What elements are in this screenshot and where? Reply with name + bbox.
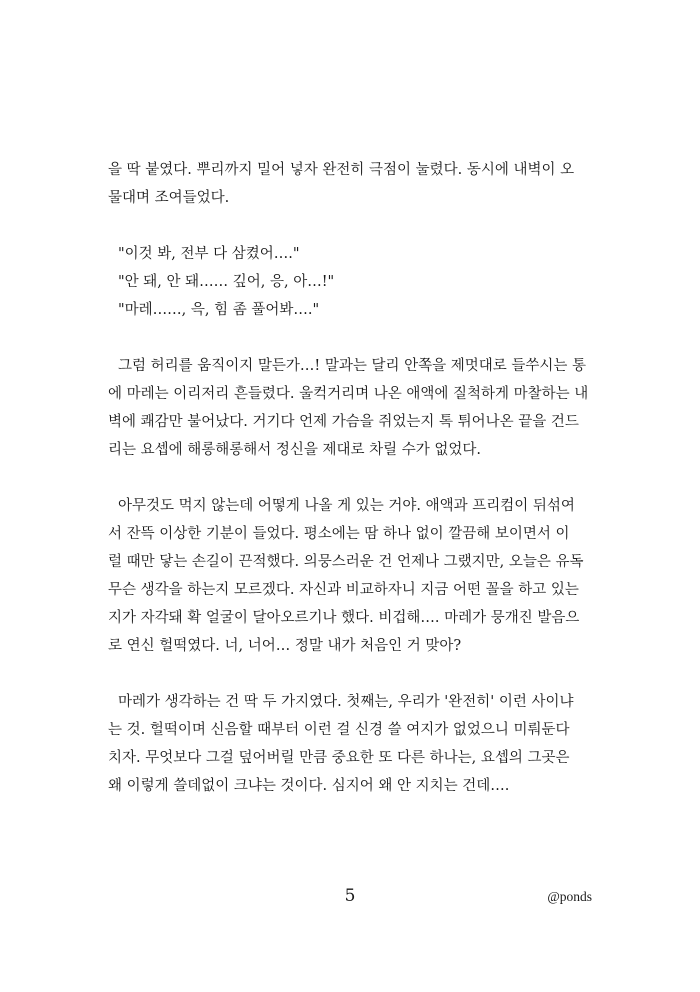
text-line: 그럼 허리를 움직이지 말든가…! 말과는 달리 안쪽을 제멋대로 들쑤시는 통 (118, 358, 587, 374)
paragraph-gap (108, 464, 592, 492)
body-text (108, 156, 592, 800)
dialog-line: "마레……, 윽, 힘 좀 풀어봐…." (118, 302, 320, 318)
text-line: 왜 이렇게 쓸데없이 크냐는 것이다. 심지어 왜 안 지치는 건데…. (108, 778, 510, 794)
text-line: 을 딱 붙였다. 뿌리까지 밀어 넣자 완전히 극점이 눌렸다. 동시에 내벽이 오 (108, 162, 575, 178)
text-line: 무슨 생각을 하는지 모르겠다. 자신과 비교하자니 지금 어떤 꼴을 하고 있는 (108, 582, 579, 598)
text-line: 물대며 조여들었다. (108, 190, 230, 206)
text-line: 는 것. 헐떡이며 신음할 때부터 이런 걸 신경 쓸 여지가 없었으니 미뤄둔다 (108, 722, 570, 738)
text-line: 치자. 무엇보다 그걸 덮어버릴 만큼 중요한 또 다른 하나는, 요셉의 그곳은 (108, 750, 570, 766)
text-line: 럴 때만 닿는 손길이 끈적했다. 의뭉스러운 건 언제나 그랬지만, 오늘은 유독 (108, 554, 584, 570)
text-line: 리는 요셉에 해롱해롱해서 정신을 제대로 차릴 수가 없었다. (108, 442, 482, 458)
text-line: 서 잔뜩 이상한 기분이 들었다. 평소에는 땀 하나 없이 깔끔해 보이면서 이 (108, 526, 570, 542)
paragraph-1 (108, 156, 592, 212)
dialog-line: "이것 봐, 전부 다 삼켰어…." (118, 246, 300, 262)
paragraph-gap (108, 660, 592, 688)
paragraph-gap (108, 324, 592, 352)
text-line: 아무것도 먹지 않는데 어떻게 나올 게 있는 거야. 애액과 프리컴이 뒤섞여 (118, 498, 575, 514)
paragraph-5 (108, 688, 592, 800)
dialog-line: "안 돼, 안 돼…… 깊어, 응, 아…!" (118, 274, 335, 290)
dialog-block (108, 240, 592, 324)
text-line: 벽에 쾌감만 불어났다. 거기다 언제 가슴을 쥐었는지 톡 튀어나온 끝을 건드 (108, 414, 579, 430)
page-number: 5 (344, 886, 356, 906)
paragraph-3 (108, 352, 592, 464)
text-line: 로 연신 헐떡였다. 너, 너어… 정말 내가 처음인 거 맞아? (108, 638, 462, 654)
paragraph-gap (108, 212, 592, 240)
paragraph-4 (108, 492, 592, 660)
text-line: 마레가 생각하는 건 딱 두 가지였다. 첫째는, 우리가 '완전히' 이런 사이냐 (118, 694, 574, 710)
author-handle: @ponds (547, 889, 592, 904)
text-line: 에 마레는 이리저리 흔들렸다. 울컥거리며 나온 애액에 질척하게 마찰하는 내 (108, 386, 589, 402)
text-line: 지가 자각돼 확 얼굴이 달아오르기나 했다. 비겁해…. 마레가 뭉개진 발음으 (108, 610, 580, 626)
